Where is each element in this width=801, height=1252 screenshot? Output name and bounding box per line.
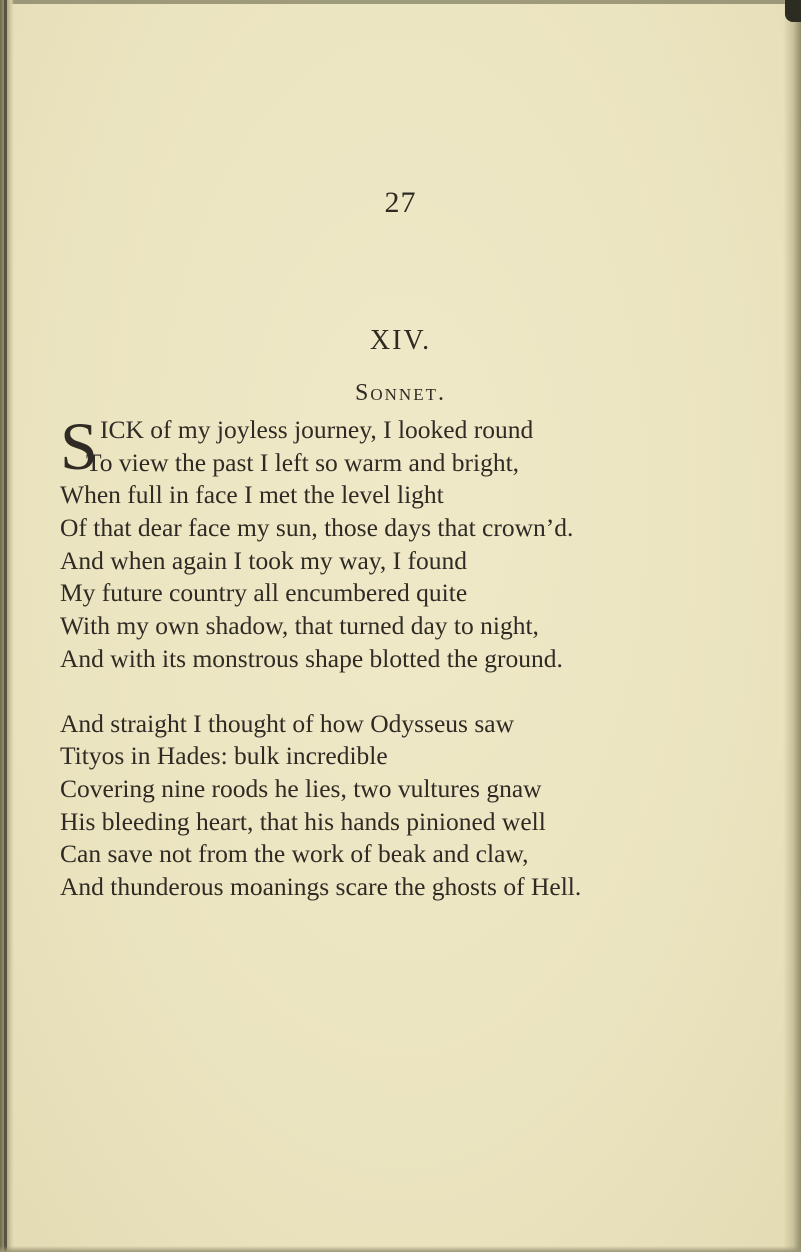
poem-title: Sonnet. bbox=[355, 380, 446, 406]
first-line-rest: of my joyless journey, I looked round bbox=[143, 415, 534, 444]
poem-line-2: To view the past I left so warm and bright, bbox=[86, 447, 520, 477]
poem-line-6: My future country all encumbered quite bbox=[60, 578, 468, 608]
poem-line-3: When full in face I met the level light bbox=[60, 480, 444, 510]
poem-line-9: And straight I thought of how Odysseus saw bbox=[60, 708, 515, 738]
page-bottom-edge bbox=[0, 1246, 801, 1252]
poem-line-11: Covering nine roods he lies, two vultures gnaw bbox=[60, 773, 542, 803]
poem-line-10: Tityos in Hades: bulk incredible bbox=[60, 741, 388, 771]
poem-line-12: His bleeding heart, that his hands pinioned well bbox=[60, 806, 546, 836]
poem-line-7: With my own shadow, that turned day to night, bbox=[60, 611, 539, 641]
page-top-edge bbox=[0, 0, 801, 4]
poem-line-13: Can save not from the work of beak and claw, bbox=[60, 839, 529, 869]
poem-line-5: And when again I took my way, I found bbox=[60, 545, 467, 575]
stanza-break bbox=[60, 676, 760, 708]
corner-mark bbox=[785, 0, 801, 22]
poem-line-8: And with its monstrous shape blotted the ground. bbox=[60, 643, 563, 673]
first-line-caps: ICK bbox=[100, 415, 144, 444]
section-number: XIV. bbox=[369, 325, 432, 356]
poem-line-4: Of that dear face my sun, those days that crown’d. bbox=[60, 513, 574, 543]
poem-line-14: And thunderous moanings scare the ghosts of Hell. bbox=[60, 871, 582, 901]
poem-body bbox=[60, 408, 760, 904]
page-number: 27 bbox=[384, 186, 417, 219]
drop-cap: S bbox=[60, 408, 98, 484]
